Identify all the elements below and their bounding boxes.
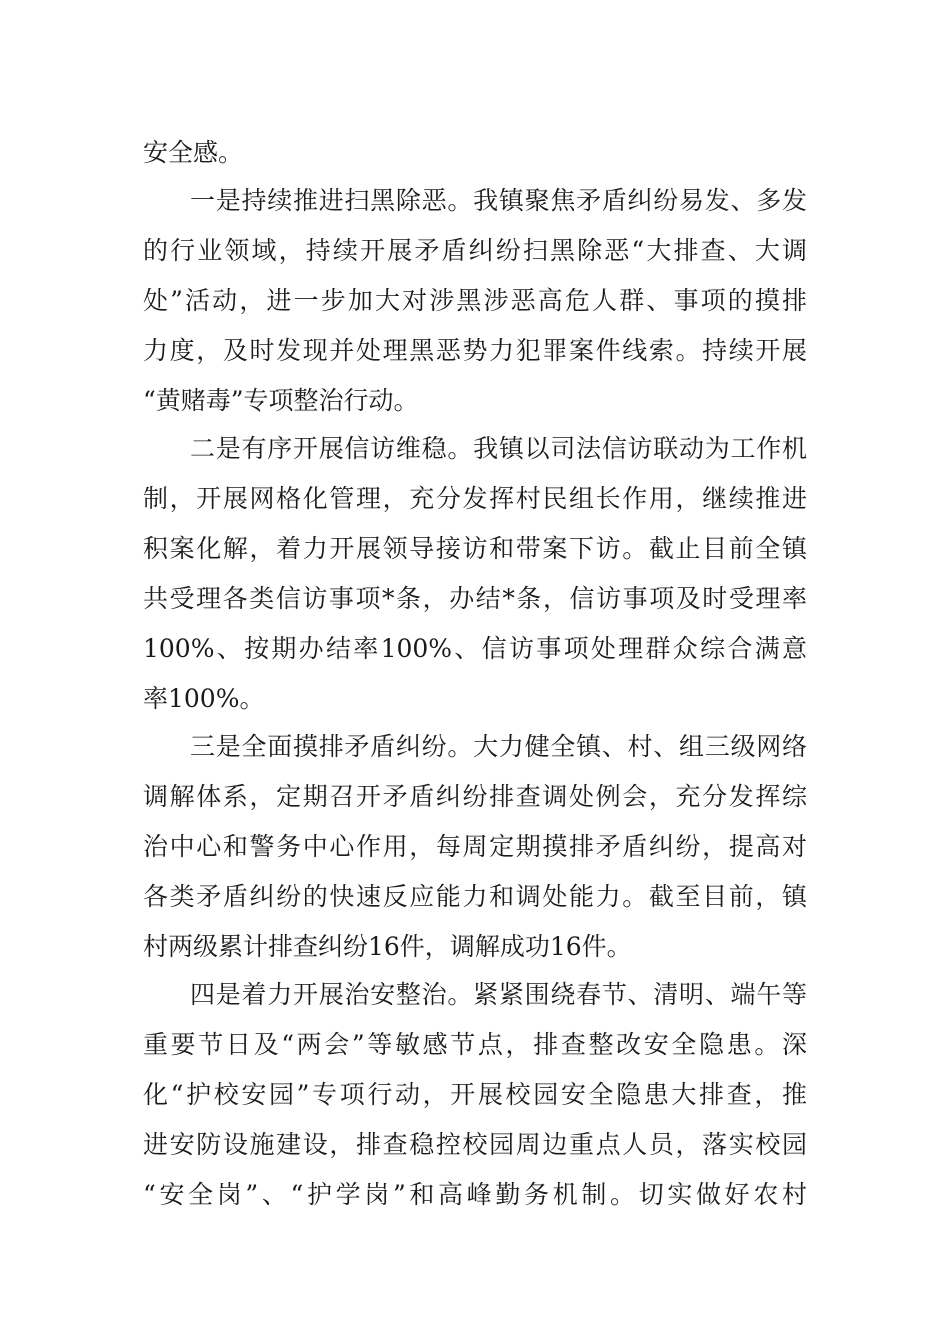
text-line: 安全感。 — [143, 138, 244, 167]
paragraph-1-first-line: 一是持续推进扫黑除恶。我镇聚焦矛盾纠纷易发、多发 — [190, 186, 807, 215]
text-line: 率100%。 — [143, 684, 265, 713]
text-line: 积案化解，着力开展领导接访和带案下访。截止目前全镇 — [143, 534, 807, 563]
text-line: 100%、按期办结率100%、信访事项处理群众综合满意 — [143, 634, 807, 663]
text-line: “黄赌毒”专项整治行动。 — [143, 386, 419, 415]
paragraph-3-first-line: 三是全面摸排矛盾纠纷。大力健全镇、村、组三级网络 — [190, 732, 807, 761]
text-line: 力度，及时发现并处理黑恶势力犯罪案件线索。持续开展 — [143, 336, 807, 365]
text-line: 共受理各类信访事项*条，办结*条，信访事项及时受理率 — [143, 584, 807, 613]
text-line: “安全岗”、“护学岗”和高峰勤务机制。切实做好农村 — [143, 1180, 807, 1209]
paragraph-2-first-line: 二是有序开展信访维稳。我镇以司法信访联动为工作机 — [190, 434, 807, 463]
paragraph-4-first-line: 四是着力开展治安整治。紧紧围绕春节、清明、端午等 — [190, 980, 807, 1009]
text-line: 重要节日及“两会”等敏感节点，排查整改安全隐患。深 — [143, 1030, 807, 1059]
text-line: 治中心和警务中心作用，每周定期摸排矛盾纠纷，提高对 — [143, 832, 807, 861]
text-line: 调解体系，定期召开矛盾纠纷排查调处例会，充分发挥综 — [143, 782, 807, 811]
text-line: 进安防设施建设，排查稳控校园周边重点人员，落实校园 — [143, 1130, 807, 1159]
text-line: 村两级累计排查纠纷16件，调解成功16件。 — [143, 932, 632, 961]
text-line: 的行业领域，持续开展矛盾纠纷扫黑除恶“大排查、大调 — [143, 236, 807, 265]
text-line: 制，开展网格化管理，充分发挥村民组长作用，继续推进 — [143, 484, 807, 513]
text-line: 各类矛盾纠纷的快速反应能力和调处能力。截至目前，镇 — [143, 882, 807, 911]
text-line: 处”活动，进一步加大对涉黑涉恶高危人群、事项的摸排 — [143, 286, 807, 315]
text-line: 化“护校安园”专项行动，开展校园安全隐患大排查，推 — [143, 1080, 807, 1109]
